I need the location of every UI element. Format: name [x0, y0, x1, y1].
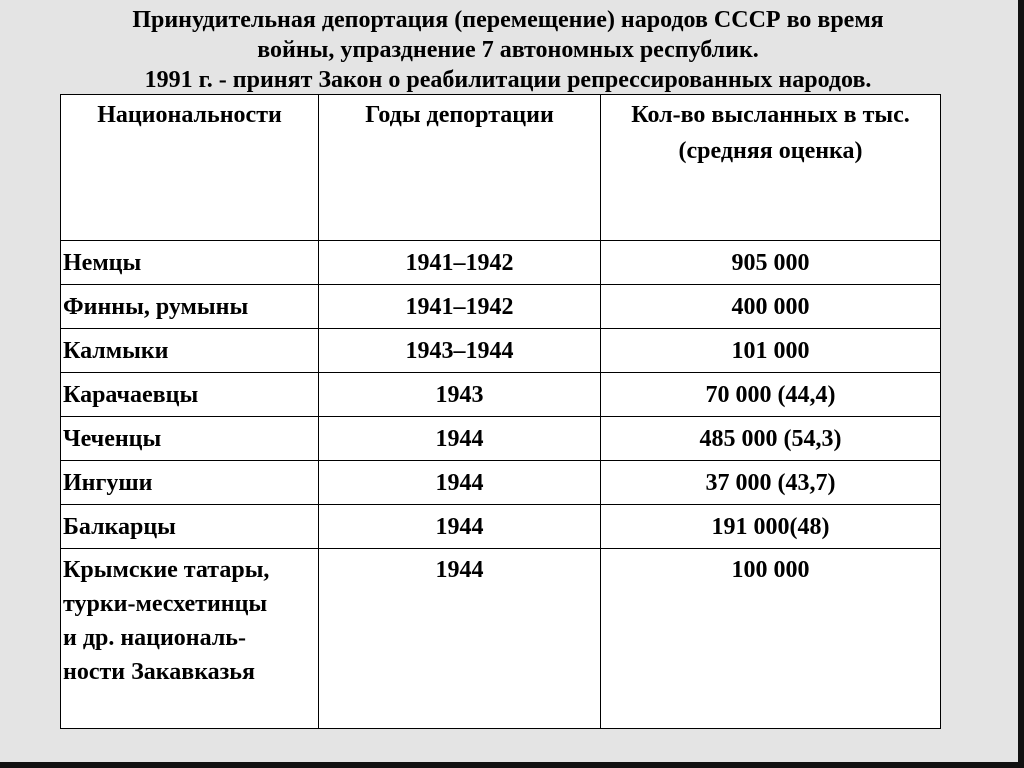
header-nationalities: Национальности: [61, 95, 319, 241]
cell-years: 1941–1942: [319, 241, 601, 285]
header-count-line-1: Кол-во высланных в тыс.: [631, 102, 910, 128]
cell-count: 101 000: [601, 329, 941, 373]
table-row: [61, 241, 941, 285]
header-years: Годы депортации: [319, 95, 601, 241]
cell-years: 1943–1944: [319, 329, 601, 373]
cell-nationality: Карачаевцы: [61, 373, 319, 417]
cell-years: 1944: [319, 417, 601, 461]
cell-nationality: Калмыки: [61, 329, 319, 373]
cell-count: 400 000: [601, 285, 941, 329]
cell-years: 1944: [319, 505, 601, 549]
cell-years: 1941–1942: [319, 285, 601, 329]
nationality-line-2: турки-месхетинцы: [63, 591, 268, 617]
slide-title: [0, 5, 1016, 95]
table-header-row: [61, 95, 941, 241]
header-count: [601, 95, 941, 241]
cell-nationality: Финны, румыны: [61, 285, 319, 329]
deportation-table: [60, 94, 941, 729]
table-row: [61, 461, 941, 505]
cell-count: 191 000(48): [601, 505, 941, 549]
title-line-3: 1991 г. - принят Закон о реабилитации репрессированных народов.: [144, 67, 872, 93]
table-row: [61, 285, 941, 329]
table-row: [61, 417, 941, 461]
table-row-last: [61, 549, 941, 729]
cell-nationality: Ингуши: [61, 461, 319, 505]
cell-nationality: Немцы: [61, 241, 319, 285]
header-count-line-2: (средняя оценка): [678, 138, 863, 164]
nationality-line-3: и др. националь-: [63, 625, 246, 651]
cell-count: 100 000: [601, 549, 941, 729]
cell-years: 1944: [319, 461, 601, 505]
cell-nationality: Балкарцы: [61, 505, 319, 549]
cell-count: 70 000 (44,4): [601, 373, 941, 417]
nationality-line-1: Крымские татары,: [63, 557, 270, 583]
title-line-2: войны, упразднение 7 автономных республик.: [257, 37, 759, 63]
cell-count: 485 000 (54,3): [601, 417, 941, 461]
cell-years: 1944: [319, 549, 601, 729]
cell-nationality-multiline: [61, 549, 319, 729]
table-row: [61, 505, 941, 549]
table-row: [61, 329, 941, 373]
title-line-1: Принудительная депортация (перемещение) народов СССР во время: [132, 7, 884, 33]
cell-nationality: Чеченцы: [61, 417, 319, 461]
nationality-line-4: ности Закавказья: [63, 659, 255, 685]
cell-count: 905 000: [601, 241, 941, 285]
cell-count: 37 000 (43,7): [601, 461, 941, 505]
table-row: [61, 373, 941, 417]
cell-years: 1943: [319, 373, 601, 417]
